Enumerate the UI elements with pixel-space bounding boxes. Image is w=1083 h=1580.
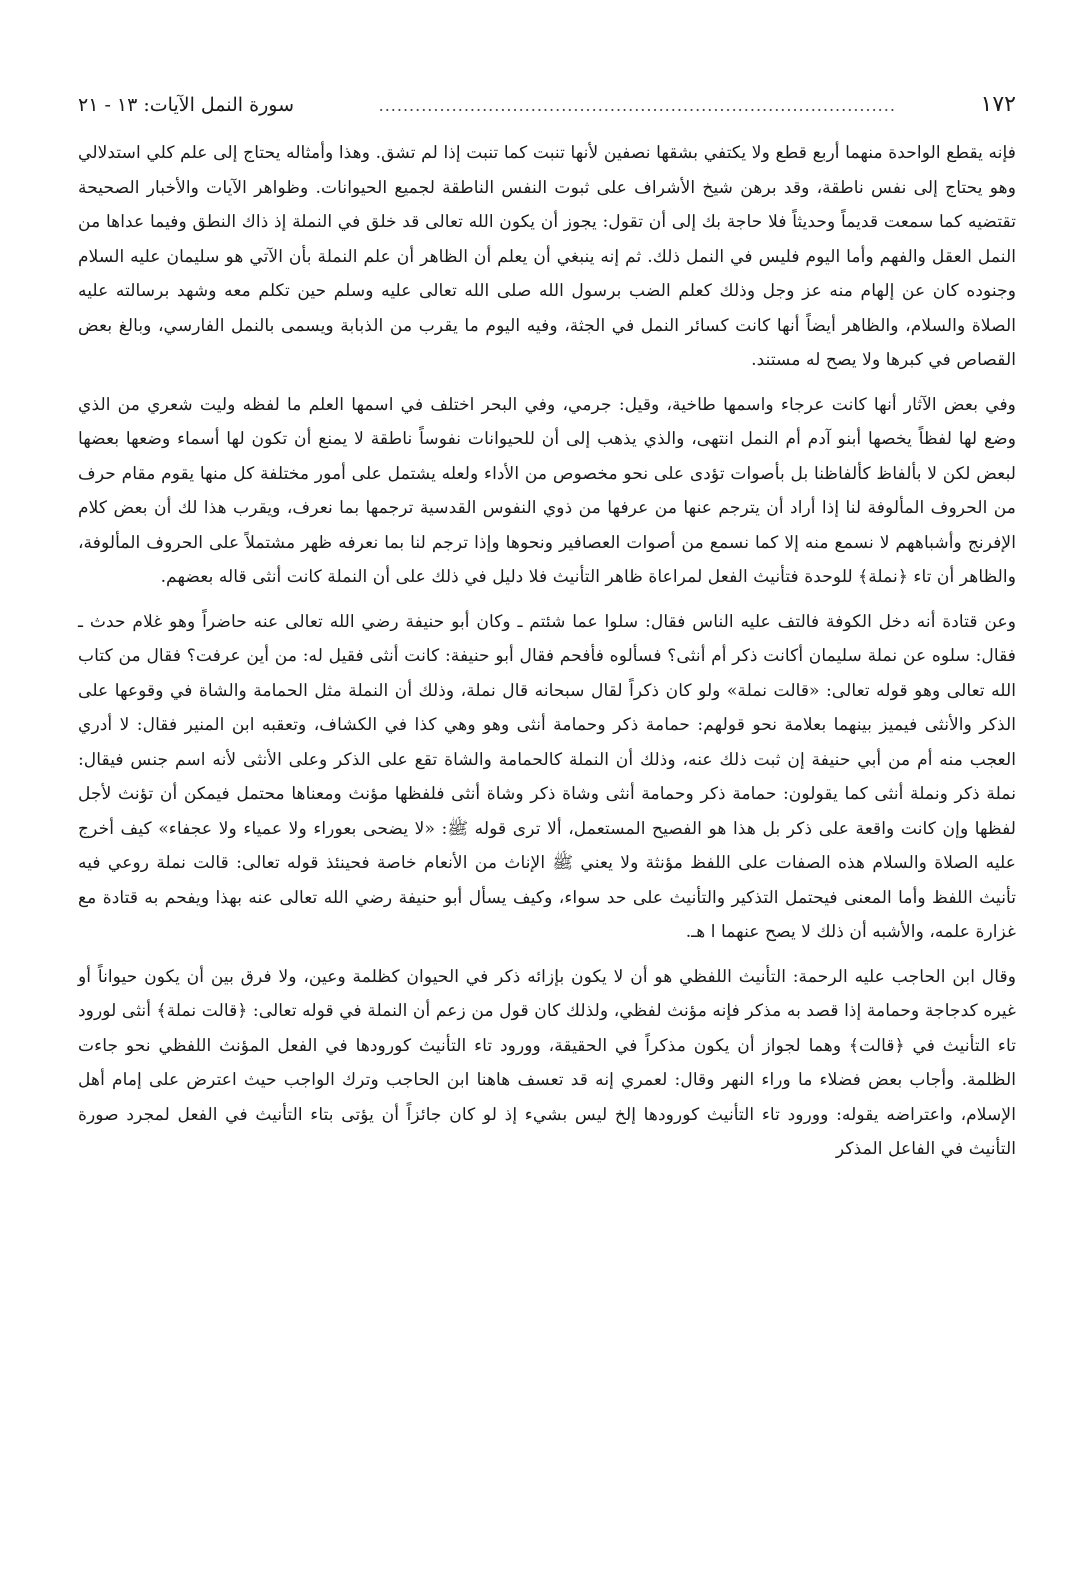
running-title: سورة النمل الآيات: ١٣ - ٢١ [78,94,294,116]
paragraph-3: وعن قتادة أنه دخل الكوفة فالتف عليه الناس فقال: سلوا عما شئتم ـ وكان أبو حنيفة رضي الله تعالى عنه حاضراً وهو غلام حدث ـ فقال: سلوه عن نملة سليمان أكانت ذكر أم أنثى؟ فسألوه فأفحم فقال أبو حنيفة: كانت أنثى فقيل له: من أين عرفت؟ فقال من كتاب الله تعالى وهو قوله تعالى: «قالت نملة» ولو كان ذكراً لقال سبحانه قال نملة، وذلك أن النملة مثل الحمامة والشاة في وقوعها على الذكر والأنثى فيميز بينهما بعلامة نحو قولهم: حمامة ذكر وحمامة أنثى وهو وهي كذا في الكشاف، وتعقبه ابن المنير فقال: لا أدري العجب منه أم من أبي حنيفة إن ثبت ذلك عنه، وذلك أن النملة كالحمامة والشاة تقع على الذكر وعلى الأنثى لأنه اسم جنس فيقال: نملة ذكر ونملة أنثى كما يقولون: حمامة ذكر وحمامة أنثى وشاة ذكر وشاة أنثى فلفظها مؤنث ومعناها محتمل فيمكن أن تؤنث لأجل لفظها وإن كانت واقعة على ذكر بل هذا هو الفصيح المستعمل، ألا ترى قوله ﷺ: «لا يضحى بعوراء ولا عمياء ولا عجفاء» كيف أخرج عليه الصلاة والسلام هذه الصفات على اللفظ مؤنثة ولا يعني ﷺ الإناث من الأنعام خاصة فحينئذ قوله تعالى: قالت نملة روعي فيه تأنيث اللفظ وأما المعنى فيحتمل التذكير والتأنيث على حد سواء، وكيف يسأل أبو حنيفة رضي الله تعالى عنه بهذا ويفحم به قتادة مع غزارة علمه، والأشبه أن ذلك لا يصح عنهما ا هـ. [78,611,1016,942]
header-leader-dots: ..................................................................................... [378,96,896,115]
book-page [78,86,1016,1556]
page-body [78,136,1016,1167]
page-header [78,86,1016,124]
page-number: ١٧٢ [980,92,1016,117]
paragraph-4: وقال ابن الحاجب عليه الرحمة: التأنيث اللفظي هو أن لا يكون بإزائه ذكر في الحيوان كظلمة وعين، ولا فرق بين أن يكون حيواناً أو غيره كدجاجة وحمامة إذا قصد به مذكر فإنه مؤنث لفظي، ولذلك كان قول من زعم أن النملة في قوله تعالى: ﴿قالت نملة﴾ أنثى لورود تاء التأنيث في ﴿قالت﴾ وهما لجواز أن يكون مذكراً في الحقيقة، وورود تاء التأنيث كورودها في الفعل المؤنث اللفظي نحو جاءت الظلمة. وأجاب بعض فضلاء ما وراء النهر وقال: لعمري إنه قد تعسف هاهنا ابن الحاجب وترك الواجب حيث اعترض على إمام أهل الإسلام، واعتراضه يقوله: وورود تاء التأنيث كورودها إلخ ليس بشيء إذ لو كان جائزاً أن يؤتى بتاء التأنيث في الفعل لمجرد صورة التأنيث في الفاعل المذكر [78,966,1016,1159]
paragraph-2: وفي بعض الآثار أنها كانت عرجاء واسمها طاخية، وقيل: جرمي، وفي البحر اختلف في اسمها العلم ما لفظه وليت شعري من الذي وضع لها لفظاً يخصها أبنو آدم أم النمل انتهى، والذي يذهب إلى أن للحيوانات نفوساً ناطقة لا يمنع أن تكون لها أسماء وضعها بعضها لبعض لكن لا بألفاظ كألفاظنا بل بأصوات تؤدى على نحو مخصوص من الأداء ولعله يشتمل على أمور مختلفة كل منها يقوم مقام حرف من الحروف المألوفة لنا إذا أراد أن يترجم عنها من عرفها من ذوي النفوس القدسية ترجمها بما نعرف، ويقرب هذا لك أن بعض كلام الإفرنج وأشباههم لا نسمع منه إلا كما نسمع من أصوات العصافير ونحوها وإذا ترجم لنا بما نعرفه ظهر مشتملاً على الحروف المألوفة، والظاهر أن تاء ﴿نملة﴾ للوحدة فتأنيث الفعل لمراعاة ظاهر التأنيث فلا دليل في ذلك على أن النملة كانت أنثى قاله بعضهم. [78,394,1016,587]
paragraph-1: فإنه يقطع الواحدة منهما أربع قطع ولا يكتفي بشقها نصفين لأنها تنبت كما تنبت إذا لم تشق. وهذا وأمثاله يحتاج إلى علم كلي استدلالي وهو يحتاج إلى نفس ناطقة، وقد برهن شيخ الأشراف على ثبوت النفس الناطقة لجميع الحيوانات. وظواهر الآيات والأخبار الصحيحة تقتضيه كما سمعت قديماً وحديثاً فلا حاجة بك إلى أن تقول: يجوز أن يكون الله تعالى قد خلق في النملة إذ ذاك النطق وفيما عداها من النمل العقل والفهم وأما اليوم فليس في النمل ذلك. ثم إنه ينبغي أن يعلم أن الظاهر أن علم النملة بأن الآتي هو سليمان عليه السلام وجنوده كان عن إلهام منه عز وجل وذلك كعلم الضب برسول الله صلى الله تعالى عليه وسلم حين تكلم معه وشهد برسالته عليه الصلاة والسلام، والظاهر أيضاً أنها كانت كسائر النمل في الجثة، وفيه اليوم ما يقرب من الذبابة ويسمى بالنمل الفارسي، وبالغ بعض القصاص في كبرها ولا يصح له مستند. [78,143,1016,370]
